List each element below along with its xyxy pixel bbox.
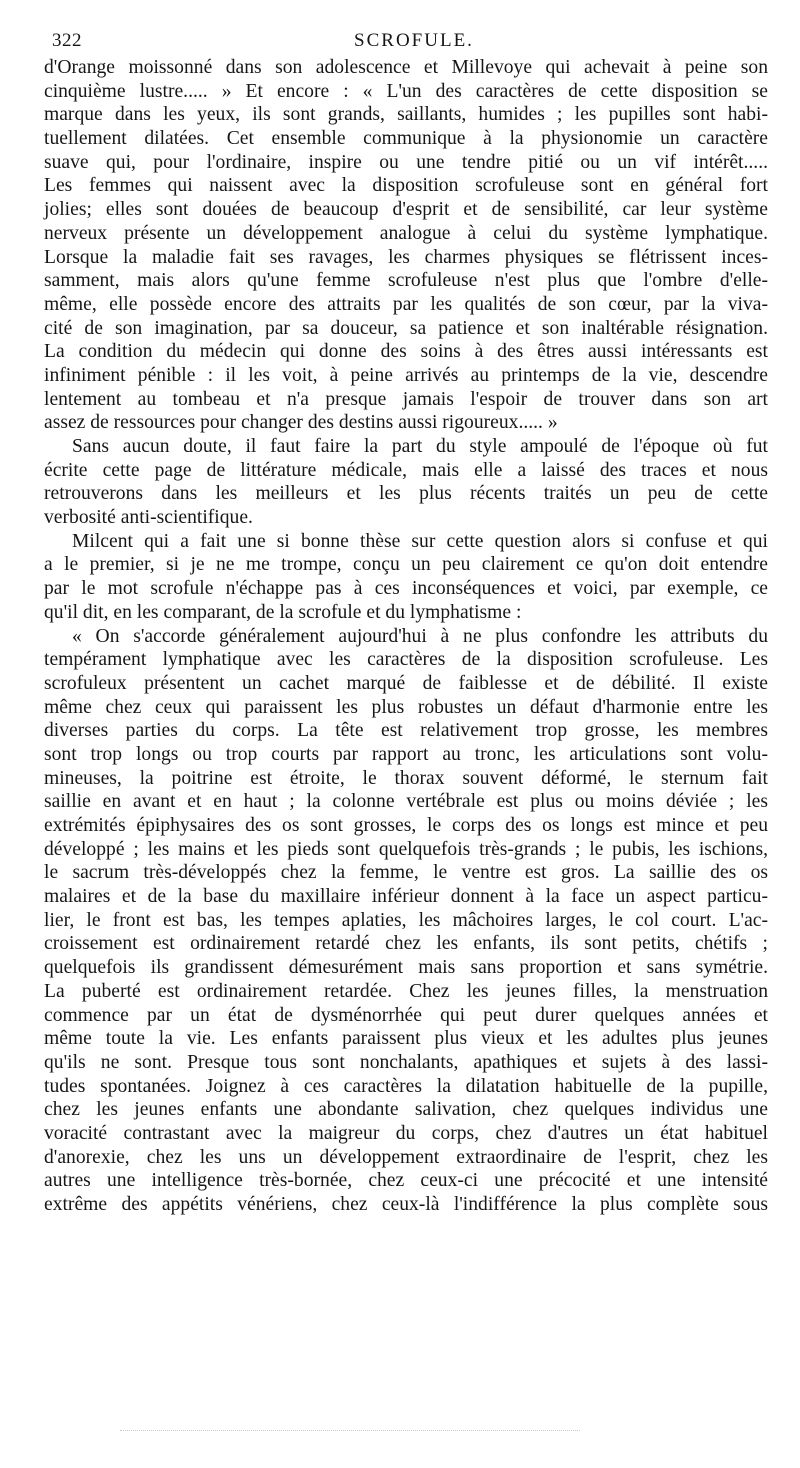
text-line: croissement est ordinairement retardé chez les enfants, ils sont petits, chétifs ; — [44, 933, 768, 955]
text-line: même chez ceux qui paraissent les plus robustes un défaut d'harmonie entre les — [44, 696, 768, 718]
text-line: La puberté est ordinairement retardée. Chez les jeunes filles, la menstruation — [44, 980, 768, 1002]
text-line: jolies; elles sont douées de beaucoup d'esprit et de sensibilité, car leur système — [44, 199, 768, 221]
text-line: scrofuleux présentent un cachet marqué de faiblesse et de débilité. Il existe — [44, 672, 768, 694]
text-line: verbosité anti-scientifique. — [44, 507, 253, 529]
book-page — [44, 26, 768, 1217]
text-line: cinquième lustre..... » Et encore : « L'un des caractères de cette disposition se — [44, 80, 768, 102]
text-line: qu'il dit, en les comparant, de la scrofule et du lymphatisme : — [44, 601, 522, 623]
text-line: infiniment pénible : il les voit, à peine arrivés au printemps de la vie, descendre — [44, 364, 768, 386]
text-line: nerveux présente un développement analogue à celui du système lymphatique. — [44, 222, 768, 244]
text-line: le sacrum très-développés chez la femme, le ventre est gros. La saillie des os — [44, 862, 768, 884]
text-line: Milcent qui a fait une si bonne thèse sur cette question alors si confuse et qui — [72, 530, 768, 552]
text-line: samment, mais alors qu'une femme scrofuleuse n'est plus que l'ombre d'elle- — [44, 270, 768, 292]
body-text — [44, 56, 768, 1217]
text-line: mineuses, la poitrine est étroite, le thorax souvent déformé, le sternum fait — [44, 767, 768, 789]
text-line: tuellement dilatées. Cet ensemble communique à la physionomie un caractère — [44, 128, 768, 150]
text-line: diverses parties du corps. La tête est relativement trop grosse, les membres — [44, 720, 768, 742]
text-line: saillie en avant et en haut ; la colonne vertébrale est plus ou moins déviée ; les — [44, 791, 768, 813]
text-line: même toute la vie. Les enfants paraissent plus vieux et les adultes plus jeunes — [44, 1028, 768, 1050]
text-line: La condition du médecin qui donne des soins à des êtres aussi intéressants est — [44, 341, 768, 363]
text-line: Lorsque la maladie fait ses ravages, les charmes physiques se flétrissent inces- — [44, 246, 768, 268]
text-line: quelquefois ils grandissent démesurément mais sans proportion et sans symétrie. — [44, 957, 768, 979]
text-line: marque dans les yeux, ils sont grands, saillants, humides ; les pupilles sont habi- — [44, 104, 768, 126]
text-line: assez de ressources pour changer des destins aussi rigoureux..... » — [44, 412, 558, 434]
text-line: lentement au tombeau et n'a presque jamais l'espoir de trouver dans son art — [44, 388, 768, 410]
text-line: tudes spontanées. Joignez à ces caractères la dilatation habituelle de la pupille, — [44, 1075, 768, 1097]
text-line: « On s'accorde généralement aujourd'hui à ne plus confondre les attributs du — [72, 625, 768, 647]
text-line: d'anorexie, chez les uns un développement extraordinaire de l'esprit, chez les — [44, 1146, 768, 1168]
text-line: extrême des appétits vénériens, chez ceux-là l'indifférence la plus complète sous — [44, 1194, 768, 1215]
text-line: suave qui, pour l'ordinaire, inspire ou une tendre pitié ou un vif intérêt..... — [44, 151, 768, 173]
page-number: 322 — [52, 30, 82, 51]
text-line: tempérament lymphatique avec les caractères de la disposition scrofuleuse. Les — [44, 649, 768, 671]
text-line: qu'ils ne sont. Presque tous sont nonchalants, apathiques et sujets à des lassi- — [44, 1051, 768, 1073]
text-line: d'Orange moissonné dans son adolescence et Millevoye qui achevait à peine son — [44, 57, 768, 78]
text-line: même, elle possède encore des attraits par les qualités de son cœur, par la viva- — [44, 293, 768, 315]
text-line: par le mot scrofule n'échappe pas à ces inconséquences et voici, par exemple, ce — [44, 578, 768, 600]
text-line: retrouverons dans les meilleurs et les plus récents traités un peu de cette — [44, 483, 768, 505]
text-line: Les femmes qui naissent avec la disposition scrofuleuse sont en général fort — [44, 175, 768, 197]
page-header — [44, 26, 768, 56]
text-line: Sans aucun doute, il faut faire la part du style ampoulé de l'époque où fut — [72, 436, 768, 457]
text-line: cité de son imagination, par sa douceur, sa patience et son inaltérable résignation. — [44, 317, 768, 339]
text-line: lier, le front est bas, les tempes aplaties, les mâchoires larges, le col court. L'ac- — [44, 909, 768, 931]
text-line: sont trop longs ou trop courts par rapport au tronc, les articulations sont volu- — [44, 743, 768, 765]
running-title: SCROFULE. — [354, 30, 474, 51]
text-line: développé ; les mains et les pieds sont quelquefois très-grands ; le pubis, les ischions, — [44, 838, 768, 860]
text-line: écrite cette page de littérature médicale, mais elle a laissé des traces et nous — [44, 459, 768, 481]
text-line: malaires et de la base du maxillaire inférieur donnent à la face un aspect particu- — [44, 886, 768, 908]
text-line: chez les jeunes enfants une abondante salivation, chez quelques individus une — [44, 1099, 768, 1121]
text-line: autres une intelligence très-bornée, chez ceux-ci une précocité et une intensité — [44, 1170, 768, 1192]
text-line: voracité contrastant avec la maigreur du corps, chez d'autres un état habituel — [44, 1122, 768, 1144]
text-line: commence par un état de dysménorrhée qui peut durer quelques années et — [44, 1004, 768, 1026]
page-bottom-specks — [120, 1430, 580, 1431]
text-line: extrémités épiphysaires des os sont grosses, le corps des os longs est mince et peu — [44, 815, 768, 836]
text-line: a le premier, si je ne me trompe, conçu un peu clairement ce qu'on doit entendre — [44, 554, 768, 576]
